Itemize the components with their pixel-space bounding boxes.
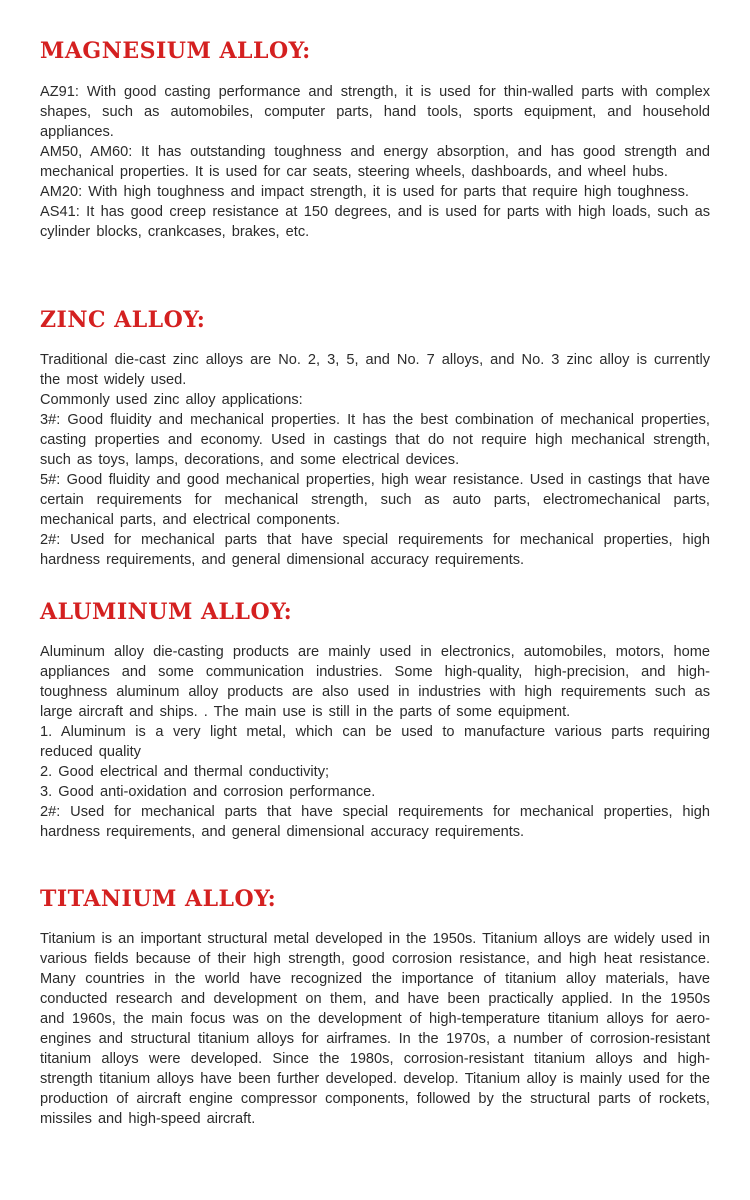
magnesium-body (40, 82, 710, 242)
zinc-paragraph: 3#: Good fluidity and mechanical properties. It has the best combination of mechanical properties, casting properties and economy. Used in castings that do not require high mechanical strength, such as toys, lamps, decorations, and some electrical devices. (40, 412, 710, 468)
zinc-heading: ZINC ALLOY: (40, 307, 206, 333)
aluminum-body (40, 642, 710, 842)
zinc-paragraph: 2#: Used for mechanical parts that have special requirements for mechanical properties, high hardness requirements, and general dimensional accuracy requirements. (40, 532, 710, 568)
titanium-body (40, 929, 710, 1129)
zinc-section (40, 307, 710, 570)
aluminum-section (40, 599, 710, 842)
aluminum-paragraph: 1. Aluminum is a very light metal, which can be used to manufacture various parts requiring reduced quality (40, 724, 710, 760)
aluminum-paragraph: 2. Good electrical and thermal conductivity; (40, 764, 330, 780)
magnesium-paragraph: AS41: It has good creep resistance at 150 degrees, and is used for parts with high loads, such as cylinder blocks, crankcases, brakes, etc. (40, 204, 710, 240)
magnesium-paragraph: AM20: With high toughness and impact strength, it is used for parts that require high toughness. (40, 184, 689, 200)
aluminum-paragraph: 3. Good anti-oxidation and corrosion performance. (40, 784, 376, 800)
aluminum-paragraph: Aluminum alloy die-casting products are mainly used in electronics, automobiles, motors, home appliances and some communication industries. Some high-quality, high-precision, and high-toughness aluminum alloy products are also used in industries with high requirements such as large aircraft and ships. . The main use is still in the parts of some equipment. (40, 644, 710, 720)
titanium-heading: TITANIUM ALLOY: (40, 886, 277, 912)
aluminum-paragraph: 2#: Used for mechanical parts that have special requirements for mechanical properties, high hardness requirements, and general dimensional accuracy requirements. (40, 804, 710, 840)
zinc-body (40, 350, 710, 570)
magnesium-heading: MAGNESIUM ALLOY: (40, 38, 311, 64)
magnesium-paragraph: AM50, AM60: It has outstanding toughness and energy absorption, and has good strength and mechanical properties. It is used for car seats, steering wheels, dashboards, and wheel hubs. (40, 144, 710, 180)
titanium-paragraph: Titanium is an important structural metal developed in the 1950s. Titanium alloys are widely used in various fields because of their high strength, good corrosion resistance, and high heat resistance. Many countries in the world have recognized the importance of titanium alloy materials, have conducted research and development on them, and have been practically applied. In the 1950s and 1960s, the main focus was on the development of high-temperature titanium alloys for aero-engines and structural titanium alloys for airframes. In the 1970s, a number of corrosion-resistant titanium alloys were developed. Since the 1980s, corrosion-resistant titanium alloys and high-strength titanium alloys have been further developed. develop. Titanium alloy is mainly used for the production of aircraft engine compressor components, followed by the structural parts of rockets, missiles and high-speed aircraft. (40, 931, 710, 1127)
aluminum-heading: ALUMINUM ALLOY: (40, 599, 293, 625)
magnesium-section (40, 38, 710, 242)
zinc-paragraph: Traditional die-cast zinc alloys are No. 2, 3, 5, and No. 7 alloys, and No. 3 zinc alloy is currently the most widely used. (40, 352, 710, 388)
magnesium-paragraph: AZ91: With good casting performance and strength, it is used for thin-walled parts with complex shapes, such as automobiles, computer parts, hand tools, sports equipment, and household appliances. (40, 84, 710, 140)
zinc-paragraph: 5#: Good fluidity and good mechanical properties, high wear resistance. Used in castings that have certain requirements for mechanical strength, such as auto parts, electromechanical parts, mechanical parts, and electrical components. (40, 472, 710, 528)
zinc-paragraph: Commonly used zinc alloy applications: (40, 392, 303, 408)
titanium-section (40, 886, 710, 1129)
